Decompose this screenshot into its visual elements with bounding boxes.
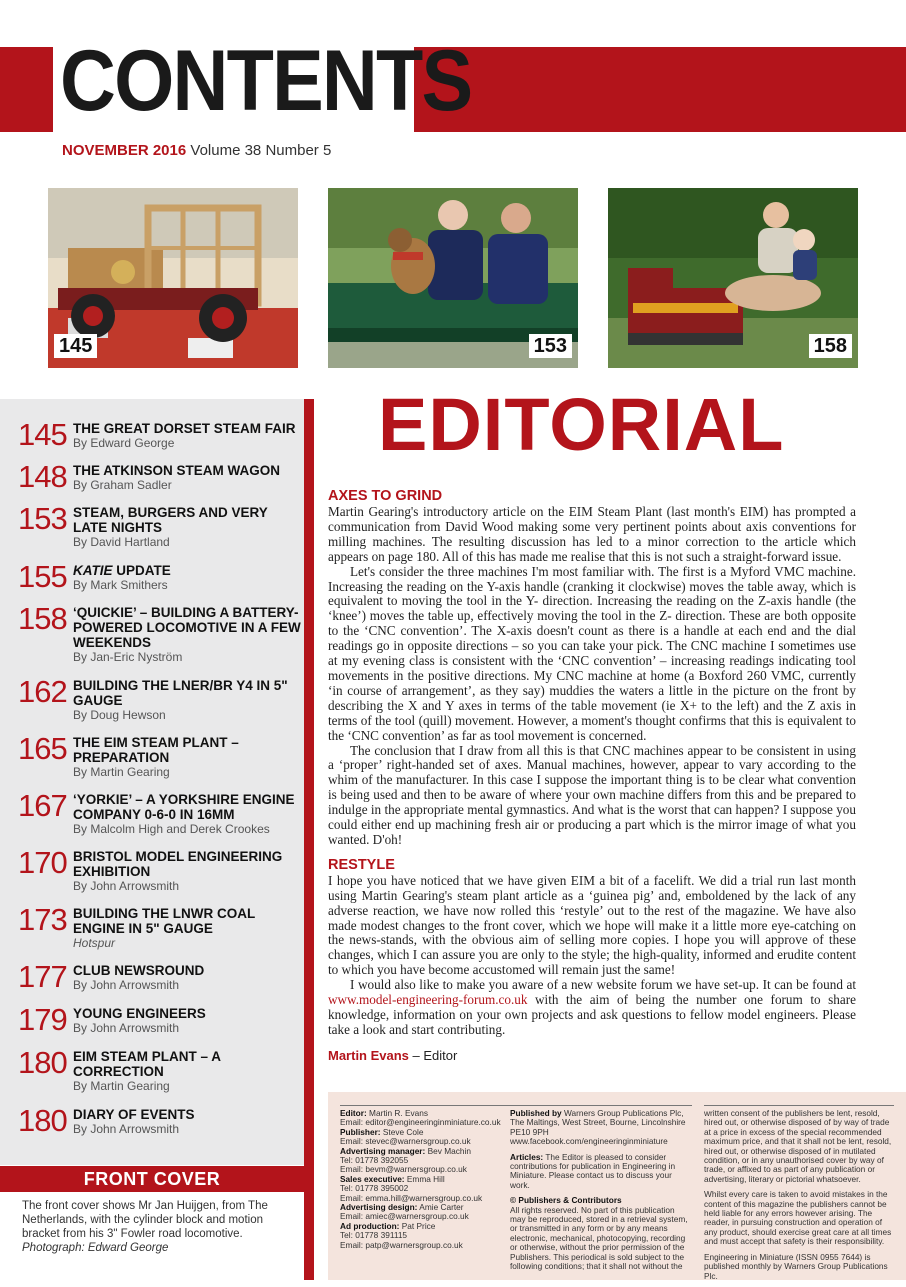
header-bar-right bbox=[414, 47, 906, 132]
toc-page-number: 170 bbox=[18, 845, 67, 880]
toc-title: ‘QUICKIE’ – BUILDING A BATTERY-POWERED LOCOMOTIVE IN A FEW WEEKENDS By Jan-Eric Nyström bbox=[73, 605, 303, 665]
masthead-col-publisher bbox=[510, 1105, 692, 1278]
toc-page-number: 165 bbox=[18, 731, 67, 766]
toc-title: CLUB NEWSROUND By John Arrowsmith bbox=[73, 963, 303, 993]
photo-153[interactable] bbox=[328, 188, 578, 368]
section-title-axes: AXES TO GRIND bbox=[328, 488, 443, 504]
photo-158[interactable] bbox=[608, 188, 858, 368]
editorial-paragraph: I would also like to make you aware of a new website forum we have set-up. It can be found at www.model-engineering-forum.co.uk with the aim of being the number one forum to share knowledge, information on your own projects and ask questions to fellow model engineers. Please take a look and start contributing. bbox=[328, 977, 856, 1037]
toc-author: By John Arrowsmith bbox=[73, 1122, 180, 1136]
toc-author: Hotspur bbox=[73, 936, 116, 950]
editorial-paragraph: Martin Gearing's introductory article on the EIM Steam Plant (last month's EIM) has prompted a communication from David Wood making some very pertinent points about axis conventions for milling machines. The resulting discussion has led to a minor correction to the article which appears on page 180. All of this has made me realise that this is not such a straight-forward issue. bbox=[328, 504, 856, 564]
header-bar-left bbox=[0, 47, 53, 132]
photo-145[interactable] bbox=[48, 188, 298, 368]
issn-text: Engineering in Miniature (ISSN 0955 7644) is published monthly by Warners Group Publications Plc. bbox=[704, 1251, 888, 1281]
editorial-body bbox=[328, 488, 856, 1064]
toc-title: BUILDING THE LNWR COAL ENGINE IN 5" GAUGE Hotspur bbox=[73, 906, 303, 951]
front-cover-text: The front cover shows Mr Jan Huijgen, from The Netherlands, with the cylinder block and motion bracket from his 3" Fowler road locomotive. bbox=[22, 1200, 268, 1240]
editorial-paragraph: Let's consider the three machines I'm most familiar with. The first is a Myford VMC machine. Increasing the reading on the Y-axis handle (cranking it clockwise) moves the table away, which is equivalent to moving the tool in the Y- direction. Increasing the reading on the Z-axis handle (the ‘knee’) moves the table up, effectively moving the tool in the Z- direction. These are both opposite to the ‘CNC convention’. The X-axis doesn't count as there is a handle at each end and the dial readings go in opposite directions – so you can take your pick. The CNC machine I sometimes use at my evening class is consistent with the ‘CNC convention’ – increasing readings indicating tool movements in the positive directions. My CNC machine at home (a Boxford 260 VMC, currently ‘in course of arrangement’, as they say) muddies the waters a little in the picture on the front by describing the X and Y axes in terms of the table movement (ie X+ to the left) and the Z axis in terms of the tool (quill) movement. However, a moment's thought confirms that this is equivalent to the ‘CNC convention’ as far as tool movement is concerned. bbox=[328, 563, 856, 743]
toc-page-number: 148 bbox=[18, 459, 67, 494]
disclaimer-text: Whilst every care is taken to avoid mistakes in the content of this magazine the publishers cannot be held liable for any errors however arising. The reader, in pursuing construction and operation of any product, should exercise great care at all times and must accept that safety is their responsibility. bbox=[704, 1189, 892, 1247]
toc-page-number: 173 bbox=[18, 902, 67, 937]
staff-line[interactable]: Email: emma.hill@warnersgroup.co.uk bbox=[340, 1192, 483, 1203]
toc-page-number: 162 bbox=[18, 674, 67, 709]
toc-title: ‘YORKIE’ – A YORKSHIRE ENGINE COMPANY 0-6-0 IN 16MM By Malcolm High and Derek Crookes bbox=[73, 792, 303, 837]
toc-author: By Doug Hewson bbox=[73, 708, 166, 722]
toc-author: By Martin Gearing bbox=[73, 1079, 170, 1093]
editorial-paragraph: I hope you have noticed that we have given EIM a bit of a facelift. We did a trial run last month using Martin Gearing's steam plant article as a ‘guinea pig’ and, emboldened by the lack of any adverse reaction, we have now rolled this ‘restyle’ out to the rest of the magazine. We have also made modest changes to the front cover, which we hope will make it a little more eye-catching on the news-stands, with the obvious aim of selling more copies. I hope you will approve of these changes, which I can assure you are only to the style; the high-quality, informed and erudite content to which you have become accustomed will remain just the same! bbox=[328, 872, 856, 978]
toc-page-number: 167 bbox=[18, 788, 67, 823]
editorial-heading: EDITORIAL bbox=[378, 383, 785, 466]
toc-page-number: 153 bbox=[18, 501, 67, 536]
toc-page-number: 177 bbox=[18, 959, 67, 994]
page-title: CONTENTS bbox=[60, 33, 472, 129]
toc-title: THE GREAT DORSET STEAM FAIR By Edward George bbox=[73, 421, 303, 451]
staff-line: Publisher: Steve Cole bbox=[340, 1126, 424, 1137]
editor-signature: Martin Evans – Editor bbox=[328, 1047, 458, 1063]
section-title-restyle: RESTYLE bbox=[328, 856, 395, 873]
toc-title: EIM STEAM PLANT – A CORRECTION By Martin Gearing bbox=[73, 1049, 303, 1094]
toc-page-number: 158 bbox=[18, 601, 67, 636]
toc-author: By David Hartland bbox=[73, 535, 170, 549]
staff-line: Tel: 01778 392055 bbox=[340, 1155, 409, 1166]
photo-page-number: 153 bbox=[529, 334, 572, 358]
toc-page-number: 155 bbox=[18, 559, 67, 594]
articles-info: Articles: The Editor is pleased to consider contributions for publication in Engineering in Miniature. Please contact us to discuss your work. bbox=[510, 1151, 676, 1190]
toc-title: BUILDING THE LNER/BR Y4 IN 5" GAUGE By Doug Hewson bbox=[73, 678, 303, 723]
toc-author: By Malcolm High and Derek Crookes bbox=[73, 822, 270, 836]
toc-author: By John Arrowsmith bbox=[73, 1021, 180, 1035]
editorial-paragraph: The conclusion that I draw from all this is that CNC machines appear to be consistent in using a ‘proper’ right-handed set of axes. Manual machines, however, appear to vary according to the whim of the manufacturer. In this case I suppose the important thing is to be clear what convention is being used and then to be aware of where your own machine differs from this and be prepared to indulge in the appropriate mental gymnastics. And what is the worst that can happen? I suppose you could either end up machining fresh air or producing a part which is the mirror image of what you wanted. D'oh! bbox=[328, 742, 856, 847]
toc-title: YOUNG ENGINEERS By John Arrowsmith bbox=[73, 1006, 303, 1036]
toc-author: By Jan-Eric Nyström bbox=[73, 650, 183, 664]
sidebar-divider bbox=[304, 399, 314, 1280]
toc-author: By Martin Gearing bbox=[73, 765, 170, 779]
toc-title: KATIE UPDATE By Mark Smithers bbox=[73, 563, 303, 593]
toc-title: BRISTOL MODEL ENGINEERING EXHIBITION By John Arrowsmith bbox=[73, 849, 303, 894]
toc-author: By Edward George bbox=[73, 436, 175, 450]
front-cover-heading: FRONT COVER bbox=[0, 1166, 304, 1192]
toc-author: By John Arrowsmith bbox=[73, 879, 180, 893]
toc-page-number: 180 bbox=[18, 1045, 67, 1080]
staff-line[interactable]: Email: stevec@warnersgroup.co.uk bbox=[340, 1136, 471, 1147]
publisher-info: Published by Warners Group Publications Plc, The Maltings, West Street, Bourne, Lincolnshire PE10 9PH www.facebook.com/engineeringinminiature bbox=[510, 1108, 686, 1147]
staff-line[interactable]: Email: patp@warnersgroup.co.uk bbox=[340, 1239, 463, 1250]
front-cover-caption bbox=[22, 1199, 282, 1255]
issue-month: NOVEMBER 2016 bbox=[62, 142, 187, 159]
masthead-col-staff bbox=[340, 1105, 512, 1250]
staff-line: Advertising design: Amie Carter bbox=[340, 1202, 464, 1213]
toc-title: THE EIM STEAM PLANT – PREPARATION By Martin Gearing bbox=[73, 735, 303, 780]
facebook-link[interactable]: www.facebook.com/engineeringinminiature bbox=[510, 1136, 668, 1147]
masthead-box bbox=[328, 1092, 906, 1280]
issue-info bbox=[62, 142, 331, 159]
toc-author: By Mark Smithers bbox=[73, 578, 168, 592]
toc-title: STEAM, BURGERS AND VERY LATE NIGHTS By David Hartland bbox=[73, 505, 303, 550]
toc-author: By Graham Sadler bbox=[73, 478, 172, 492]
toc-page-number: 145 bbox=[18, 417, 67, 452]
photo-page-number: 145 bbox=[54, 334, 97, 358]
toc-page-number: 179 bbox=[18, 1002, 67, 1037]
toc-author: By John Arrowsmith bbox=[73, 978, 180, 992]
staff-line: Editor: Martin R. Evans bbox=[340, 1108, 429, 1118]
issue-volume: Volume 38 Number 5 bbox=[190, 142, 332, 159]
copyright-info: © Publishers & Contributors All rights reserved. No part of this publication may be reproduced, stored in a retrieval system, or transmitted in any form or by any means electronic, mechanical, photocopying, recording or otherwise, without the prior permission of the Publishers. This periodical is sold subject to the following conditions; that it shall not without the bbox=[510, 1195, 688, 1272]
staff-line[interactable]: Email: editor@engineeringinminiature.co.uk bbox=[340, 1117, 501, 1128]
photo-page-number: 158 bbox=[809, 334, 852, 358]
toc-title: THE ATKINSON STEAM WAGON By Graham Sadler bbox=[73, 463, 303, 493]
staff-line: Advertising manager: Bev Machin bbox=[340, 1145, 471, 1156]
legal-text: written consent of the publishers be lent, resold, hired out, or otherwise disposed of by way of trade at a price in excess of the special recommended maximum price, and that it shall not be lent, resold, hired out, or otherwise disposed of in mutilated condition, or in any unauthorised cover by way of trade, or affixed to as part of any publication or advertising, literary or pictorial whatsoever. bbox=[704, 1108, 892, 1184]
masthead-col-legal bbox=[704, 1105, 894, 1287]
staff-line: Tel: 01778 391115 bbox=[340, 1230, 408, 1241]
forum-link[interactable]: www.model-engineering-forum.co.uk bbox=[328, 992, 528, 1008]
toc-page-number: 180 bbox=[18, 1103, 67, 1138]
staff-line: Tel: 01778 395002 bbox=[340, 1183, 409, 1194]
staff-line[interactable]: Email: bevm@warnersgroup.co.uk bbox=[340, 1164, 467, 1175]
staff-line[interactable]: Email: amiec@warnersgroup.co.uk bbox=[340, 1211, 469, 1222]
front-cover-photo-credit: Photograph: Edward George bbox=[22, 1242, 169, 1254]
staff-line: Sales executive: Emma Hill bbox=[340, 1173, 445, 1184]
staff-line: Ad production: Pat Price bbox=[340, 1220, 436, 1231]
toc-title: DIARY OF EVENTS By John Arrowsmith bbox=[73, 1107, 303, 1137]
